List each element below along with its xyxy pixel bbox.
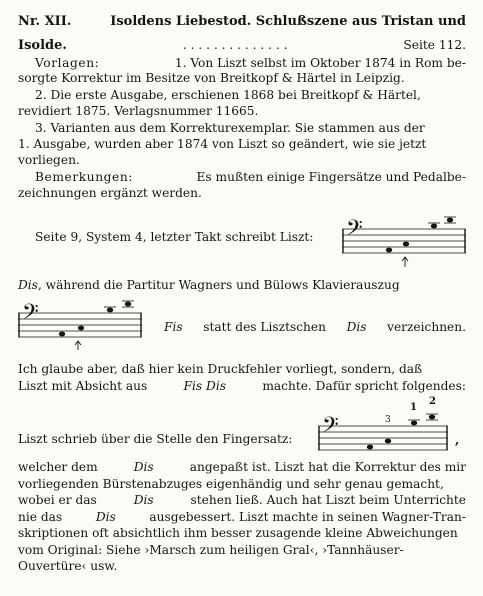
original-line: vom Original: Siehe ›Marsch zum heiligen Gral‹, ›Tannhäuser- [18,543,404,557]
bass-clef-icon: 𝄢 [22,300,39,330]
heading-line-1 [18,14,466,29]
fingering-3: 3 [385,415,391,425]
nie-b: ausgebessert. Liszt machte in seinen Wagner-Tran- [149,510,466,524]
glaube-line: Ich glaube aber, daß hier kein Druckfehler vorliegt, sondern, daß [18,362,423,376]
fis-statt-line [164,320,466,335]
bemerkungen-text: Es mußten einige Fingersätze und Pedalbe- [196,170,466,184]
skriptionen-line: skriptionen oft absichtlich ihm besser zusagende kleine Abweichungen [18,526,458,540]
vorlagen-item1-b: sorgte Korrektur im Besitze von Breitkopf & Härtel in Leipzig. [18,71,405,85]
bemerkungen-label: Bemerkungen: [35,170,134,184]
dis-word-2: Dis [346,320,367,334]
fis-word: Fis [164,320,183,334]
nie-a: nie das [18,510,63,524]
vorlagen-item3-b: 1. Ausgabe, wurden aber 1874 von Liszt so geändert, wie sie jetzt [18,137,427,151]
vorlagen-item2-b: revidiert 1875. Verlagsnummer 11665. [18,104,259,118]
welcher-line [18,460,466,475]
machte-text: machte. Dafür spricht folgendes: [262,379,466,393]
bemerkungen-line-2: zeichnungen ergänzt werden. [18,186,202,200]
fis-dis-words: Fis Dis [183,379,226,393]
ouverture-line: Ouvertüre‹ usw. [18,559,118,573]
welcher-b: angepaßt ist. Liszt hat die Korrektur des mir [189,460,466,474]
fingersatz-line: Liszt schrieb über die Stelle den Fingersatz: [18,432,293,446]
verzeichnen-text: verzeichnen. [387,320,466,334]
liszt-absicht-line [18,379,466,394]
vorlagen-line-1 [35,56,466,71]
heading-dots: . . . . . . . . . . . . . . [182,38,288,52]
wobei-a: wobei er das [18,493,97,507]
liszt-mit-text: Liszt mit Absicht aus [18,379,148,393]
heading-title-end: Isolde. [18,38,67,53]
dis-word: Dis [18,278,38,292]
bass-clef-icon: 𝄢 [322,413,339,443]
nie-line [18,510,466,525]
vorlagen-item2-a: 2. Die erste Ausgabe, erschienen 1868 bei Breitkopf & Härtel, [35,88,421,102]
partitur-text: , während die Partitur Wagners und Bülows Klavierauszug [37,278,400,292]
wobei-b: stehen ließ. Auch hat Liszt beim Unterrichte [190,493,466,507]
fingering-2: 2 [429,396,436,407]
bass-clef-icon: 𝄢 [346,216,363,246]
partitur-line [18,278,466,293]
heading-line-2 [18,38,466,53]
heading-number: Nr. XII. [18,14,72,29]
heading-title: Isoldens Liebestod. Schlußszene aus Tristan und [110,14,466,29]
statt-text: statt des Lisztschen [203,320,326,334]
vorlagen-item3-a: 3. Varianten aus dem Korrekturexemplar. Sie stammen aus der [35,121,425,135]
wobei-dis: Dis [133,493,154,507]
seite-line: Seite 9, System 4, letzter Takt schreibt Liszt: [35,230,314,244]
vorlagen-item1-a: 1. Von Liszt selbst im Oktober 1874 in Rom be- [174,56,466,70]
vorlagen-item3-c: vorliegen. [18,153,80,167]
bemerkungen-line-1 [35,170,466,185]
welcher-dis: Dis [133,460,154,474]
welcher-a: welcher dem [18,460,98,474]
wobei-line [18,493,466,508]
vorliegenden-line: vorliegenden Bürstenabzuges eigenhändig und sehr genau gemacht, [18,477,444,491]
fingering-1: 1 [410,402,417,413]
nie-dis: Dis [95,510,116,524]
heading-page-ref: Seite 112. [403,38,466,52]
comma: , [455,433,460,447]
vorlagen-label: Vorlagen: [35,56,100,70]
